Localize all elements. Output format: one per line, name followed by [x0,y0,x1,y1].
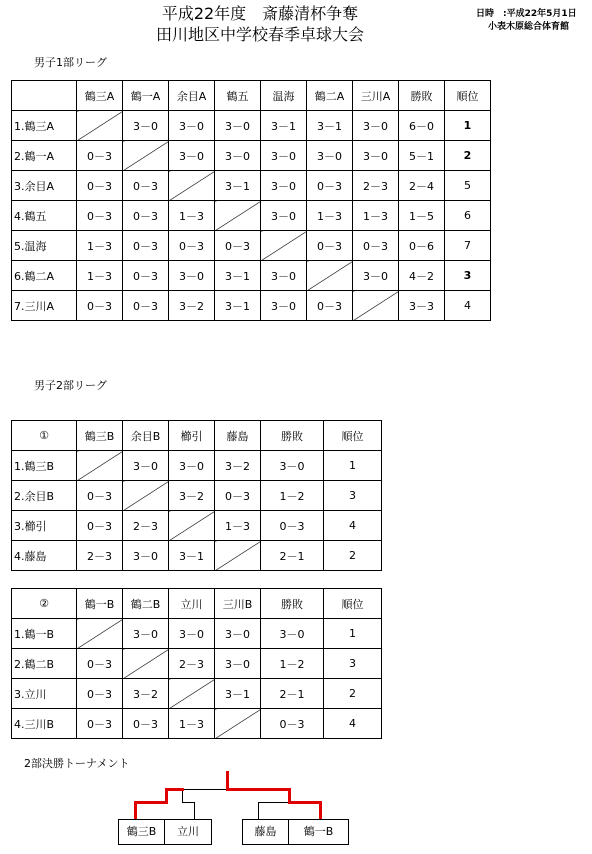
column-header: 立川 [169,589,215,619]
rank-cell: 5 [445,171,491,201]
match-score-cell: 2－3 [123,511,169,541]
rank-cell: 3 [445,261,491,291]
match-score-cell: 0－3 [169,231,215,261]
match-score-cell: 3－0 [169,451,215,481]
rank-cell: 3 [324,649,382,679]
match-score-cell: 1－3 [77,261,123,291]
column-header: 鶴五 [215,81,261,111]
winner-path-left-h2 [135,801,168,804]
match-score-cell: 0－3 [123,709,169,739]
win-loss-cell: 1－2 [261,481,324,511]
self-match-diagonal-cell [169,679,215,709]
self-match-diagonal-cell [77,451,123,481]
match-score-cell: 3－1 [215,291,261,321]
match-score-cell: 3－2 [215,451,261,481]
column-header: 余目A [169,81,215,111]
header-row [12,589,382,619]
team-name-cell: 3.櫛引 [12,511,77,541]
self-match-diagonal-cell [215,201,261,231]
match-score-cell: 0－3 [307,291,353,321]
match-score-cell: 0－3 [215,231,261,261]
win-loss-cell: 3－0 [261,619,324,649]
self-match-diagonal-cell [77,111,123,141]
rank-cell: 2 [445,141,491,171]
match-score-cell: 3－0 [353,111,399,141]
match-score-cell: 0－3 [307,171,353,201]
match-score-cell: 3－0 [307,141,353,171]
match-score-cell: 1－3 [77,231,123,261]
match-score-cell: 3－0 [123,451,169,481]
table-row [12,261,491,291]
self-match-diagonal-cell [123,141,169,171]
table-row [12,111,491,141]
column-header: 鶴三B [77,421,123,451]
rank-cell: 7 [445,231,491,261]
column-header: 順位 [324,421,382,451]
match-score-cell: 3－0 [261,141,307,171]
column-header: ② [12,589,77,619]
self-match-diagonal-cell [307,261,353,291]
match-score-cell: 3－1 [307,111,353,141]
column-header: 鶴二B [123,589,169,619]
rank-cell: 6 [445,201,491,231]
div1-league-table [11,80,491,321]
match-score-cell: 0－3 [353,231,399,261]
bracket-right-left-leg [258,802,259,820]
match-score-cell: 1－3 [169,201,215,231]
win-loss-cell: 4－2 [399,261,445,291]
table-row [12,619,382,649]
team-name-cell: 2.余目B [12,481,77,511]
win-loss-cell: 0－3 [261,709,324,739]
match-score-cell: 3－0 [215,619,261,649]
self-match-diagonal-cell [215,541,261,571]
column-header: 勝敗 [261,421,324,451]
table-row [12,541,382,571]
rank-cell: 1 [445,111,491,141]
div2-title: 男子2部リーグ [34,379,107,392]
team-name-cell: 1.鶴三B [12,451,77,481]
match-score-cell: 3－0 [261,201,307,231]
match-score-cell: 0－3 [77,709,123,739]
column-header: 余目B [123,421,169,451]
match-score-cell: 1－3 [353,201,399,231]
match-score-cell: 3－0 [261,261,307,291]
win-loss-cell: 0－3 [261,511,324,541]
win-loss-cell: 3－0 [261,451,324,481]
team-name-cell: 1.鶴一B [12,619,77,649]
table-row [12,649,382,679]
self-match-diagonal-cell [169,511,215,541]
match-score-cell: 3－1 [215,679,261,709]
rank-cell: 2 [324,541,382,571]
self-match-diagonal-cell [123,481,169,511]
match-score-cell: 0－3 [77,511,123,541]
team-name-cell: 3.余目A [12,171,77,201]
team-name-cell: 4.藤島 [12,541,77,571]
win-loss-cell: 3－3 [399,291,445,321]
column-header: 勝敗 [261,589,324,619]
bracket-entrant-3: 藤島 [242,819,289,845]
team-name-cell: 2.鶴二B [12,649,77,679]
match-score-cell: 3－2 [123,679,169,709]
match-score-cell: 3－0 [169,619,215,649]
match-score-cell: 3－0 [123,111,169,141]
win-loss-cell: 2－1 [261,679,324,709]
table-row [12,679,382,709]
team-name-cell: 4.鶴五 [12,201,77,231]
div2-group2-table [11,588,382,739]
match-score-cell: 1－3 [215,511,261,541]
table-row [12,709,382,739]
win-loss-cell: 0－6 [399,231,445,261]
match-score-cell: 0－3 [307,231,353,261]
match-score-cell: 0－3 [77,679,123,709]
header-row [12,81,491,111]
bracket-left-right-leg [194,802,195,820]
column-header: 鶴一B [77,589,123,619]
match-score-cell: 3－0 [169,141,215,171]
column-header: 鶴二A [307,81,353,111]
match-score-cell: 0－3 [77,291,123,321]
match-score-cell: 1－3 [307,201,353,231]
column-header: 順位 [445,81,491,111]
table-row [12,291,491,321]
rank-cell: 1 [324,619,382,649]
match-score-cell: 0－3 [123,291,169,321]
match-score-cell: 0－3 [77,481,123,511]
column-header: 三川A [353,81,399,111]
column-header: 三川B [215,589,261,619]
match-score-cell: 2－3 [77,541,123,571]
match-score-cell: 0－3 [77,141,123,171]
bracket-entrant-2: 立川 [164,819,212,845]
column-header: 温海 [261,81,307,111]
header-row [12,421,382,451]
column-header: ① [12,421,77,451]
match-score-cell: 3－0 [215,141,261,171]
div1-title: 男子1部リーグ [34,56,107,69]
match-score-cell: 2－3 [169,649,215,679]
match-score-cell: 3－1 [215,261,261,291]
event-venue: 小表木原総合体育館 [488,22,570,32]
column-header: 勝敗 [399,81,445,111]
tournament-title-line1: 平成22年度 斎藤清杯争奪 [161,4,359,23]
self-match-diagonal-cell [77,619,123,649]
div2-group1-table [11,420,382,571]
team-name-cell: 5.温海 [12,231,77,261]
self-match-diagonal-cell [261,231,307,261]
match-score-cell: 3－2 [169,291,215,321]
column-header: 櫛引 [169,421,215,451]
table-row [12,141,491,171]
team-name-cell: 1.鶴三A [12,111,77,141]
team-name-cell: 3.立川 [12,679,77,709]
event-date: 日時 :平成22年5月1日 [476,9,577,19]
match-score-cell: 3－1 [215,171,261,201]
rank-cell: 4 [445,291,491,321]
rank-cell: 1 [324,451,382,481]
match-score-cell: 0－3 [123,171,169,201]
table-row [12,481,382,511]
match-score-cell: 3－0 [169,261,215,291]
match-score-cell: 3－0 [353,141,399,171]
column-header: 鶴一A [123,81,169,111]
match-score-cell: 3－0 [261,171,307,201]
winner-path-left-v2 [134,801,137,820]
match-score-cell: 1－3 [169,709,215,739]
team-name-cell: 7.三川A [12,291,77,321]
column-header [12,81,77,111]
self-match-diagonal-cell [215,709,261,739]
win-loss-cell: 2－4 [399,171,445,201]
tournament-title: 2部決勝トーナメント [24,757,130,770]
match-score-cell: 2－3 [353,171,399,201]
table-row [12,171,491,201]
win-loss-cell: 2－1 [261,541,324,571]
bracket-entrant-4: 鶴一B [288,819,349,845]
winner-path-right-h [226,788,290,791]
rank-cell: 3 [324,481,382,511]
match-score-cell: 0－3 [123,201,169,231]
table-row [12,231,491,261]
match-score-cell: 3－0 [261,291,307,321]
column-header: 藤島 [215,421,261,451]
match-score-cell: 3－0 [353,261,399,291]
winner-path-right-v2 [319,801,322,820]
match-score-cell: 3－1 [261,111,307,141]
self-match-diagonal-cell [353,291,399,321]
match-score-cell: 3－2 [169,481,215,511]
win-loss-cell: 5－1 [399,141,445,171]
table-row [12,201,491,231]
self-match-diagonal-cell [123,649,169,679]
match-score-cell: 3－0 [215,111,261,141]
tournament-title-line2: 田川地区中学校春季卓球大会 [155,25,364,44]
match-score-cell: 0－3 [77,201,123,231]
winner-path-right-h2 [288,801,321,804]
column-header: 順位 [324,589,382,619]
team-name-cell: 2.鶴一A [12,141,77,171]
self-match-diagonal-cell [169,171,215,201]
rank-cell: 4 [324,709,382,739]
column-header: 鶴三A [77,81,123,111]
match-score-cell: 3－0 [169,111,215,141]
match-score-cell: 0－3 [123,231,169,261]
match-score-cell: 3－1 [169,541,215,571]
rank-cell: 4 [324,511,382,541]
table-row [12,451,382,481]
match-score-cell: 3－0 [123,619,169,649]
match-score-cell: 3－0 [215,649,261,679]
rank-cell: 2 [324,679,382,709]
table-row [12,511,382,541]
match-score-cell: 0－3 [123,261,169,291]
bracket-entrant-1: 鶴三B [118,819,165,845]
team-name-cell: 4.三川B [12,709,77,739]
win-loss-cell: 6－0 [399,111,445,141]
win-loss-cell: 1－2 [261,649,324,679]
team-name-cell: 6.鶴二A [12,261,77,291]
match-score-cell: 0－3 [215,481,261,511]
match-score-cell: 0－3 [77,649,123,679]
win-loss-cell: 1－5 [399,201,445,231]
match-score-cell: 3－0 [123,541,169,571]
bracket-left-drop [182,789,183,803]
match-score-cell: 0－3 [77,171,123,201]
